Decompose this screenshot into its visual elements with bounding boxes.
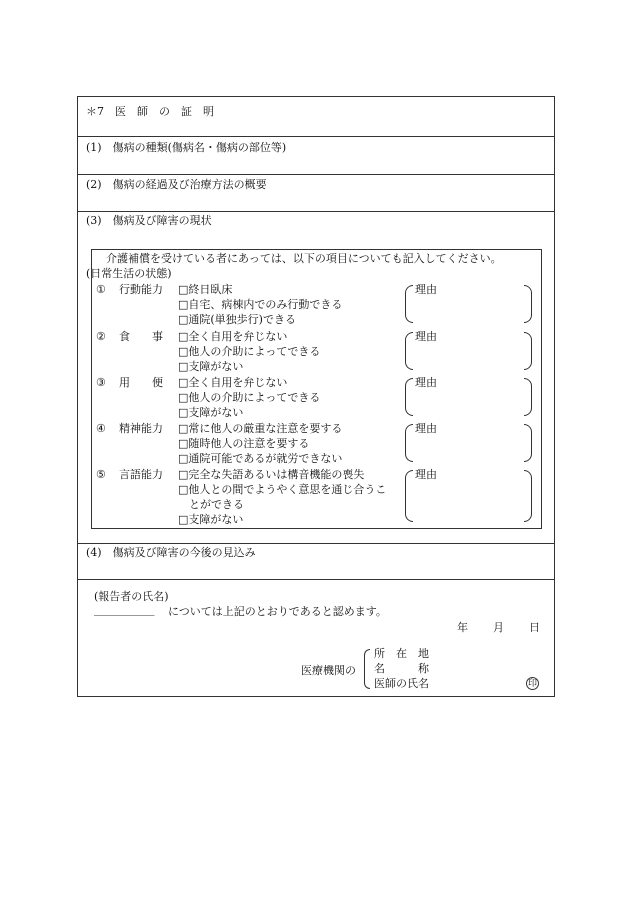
reason-bracket-right xyxy=(524,285,532,323)
item-4-label: (4) 傷病及び障害の今後の見込み xyxy=(86,546,256,559)
seal-icon: 印 xyxy=(527,679,537,689)
reason-bracket-left xyxy=(405,470,413,522)
reason-bracket-right xyxy=(524,332,532,370)
category-3-option-3: □支障がない xyxy=(178,406,244,419)
section-title: ＊7 医 師 の 証 明 xyxy=(86,105,214,118)
institution-bracket xyxy=(364,649,370,689)
care-status-box xyxy=(86,249,542,529)
date-day: 日 xyxy=(529,621,540,634)
reason-label: 理由 xyxy=(415,468,437,481)
category-5-option-1: □完全な失語あるいは構音機能の喪失 xyxy=(178,468,365,481)
item-1-label: (1) 傷病の種類(傷病名・傷病の部位等) xyxy=(86,141,287,154)
date-year: 年 xyxy=(457,621,468,634)
institution-address-label: 所 在 地 xyxy=(374,647,429,660)
divider xyxy=(78,136,554,137)
item-3-label: (3) 傷病及び障害の現状 xyxy=(86,214,212,227)
reason-bracket-right xyxy=(524,424,532,462)
divider xyxy=(78,174,554,175)
category-4-option-1: □常に他人の厳重な注意を要する xyxy=(178,422,343,435)
category-4-option-3: □通院可能であるが就労できない xyxy=(178,452,343,465)
category-5-option-2-cont: とができる xyxy=(189,498,244,511)
reason-label: 理由 xyxy=(415,376,437,389)
category-1-option-1: □終日臥床 xyxy=(178,283,233,296)
category-2-label: 食 事 xyxy=(119,330,163,343)
reason-bracket-right xyxy=(524,470,532,522)
reason-bracket-left xyxy=(405,378,413,416)
reason-bracket-left xyxy=(405,424,413,462)
care-subtitle: (日常生活の状態) xyxy=(86,267,172,280)
category-4-label: 精神能力 xyxy=(119,422,163,435)
category-1-option-3: □通院(単独歩行)できる xyxy=(178,313,296,326)
reason-bracket-left xyxy=(405,285,413,323)
category-1-num: ① xyxy=(96,283,106,296)
category-3-num: ③ xyxy=(96,376,106,389)
reporter-name-label: (報告者の氏名) xyxy=(94,590,169,603)
care-intro: 介護補償を受けている者にあっては、以下の項目についても記入してください。 xyxy=(106,252,502,265)
category-2-num: ② xyxy=(96,330,106,343)
category-3-option-1: □全く自用を弁じない xyxy=(178,376,288,389)
reason-label: 理由 xyxy=(415,330,437,343)
reason-bracket-right xyxy=(524,378,532,416)
reason-label: 理由 xyxy=(415,283,437,296)
date-month: 月 xyxy=(493,621,504,634)
item-2-label: (2) 傷病の経過及び治療方法の概要 xyxy=(86,178,267,191)
category-4-num: ④ xyxy=(96,422,106,435)
doctor-certificate-form xyxy=(77,96,555,697)
institution-name-label: 名 称 xyxy=(374,662,429,675)
reporter-name-blank[interactable]: ___________ xyxy=(94,603,155,616)
institution-label: 医療機関の xyxy=(301,664,356,677)
category-3-label: 用 便 xyxy=(119,376,163,389)
category-5-label: 言語能力 xyxy=(119,468,163,481)
category-4-option-2: □随時他人の注意を要する xyxy=(178,437,310,450)
certify-text: については上記のとおりであると認めます。 xyxy=(168,605,387,618)
category-5-option-2: □他人との間でようやく意思を通じ合うこ xyxy=(178,483,387,496)
divider xyxy=(78,579,554,580)
divider xyxy=(78,543,554,544)
category-3-option-2: □他人の介助によってできる xyxy=(178,391,321,404)
category-1-label: 行動能力 xyxy=(119,283,163,296)
category-2-option-2: □他人の介助によってできる xyxy=(178,345,321,358)
reason-label: 理由 xyxy=(415,422,437,435)
reason-bracket-left xyxy=(405,332,413,370)
category-2-option-3: □支障がない xyxy=(178,360,244,373)
category-2-option-1: □全く自用を弁じない xyxy=(178,330,288,343)
category-5-option-3: □支障がない xyxy=(178,513,244,526)
category-5-num: ⑤ xyxy=(96,468,106,481)
category-1-option-2: □自宅、病棟内でのみ行動できる xyxy=(178,298,343,311)
divider xyxy=(78,211,554,212)
doctor-name-label: 医師の氏名 xyxy=(374,677,429,690)
